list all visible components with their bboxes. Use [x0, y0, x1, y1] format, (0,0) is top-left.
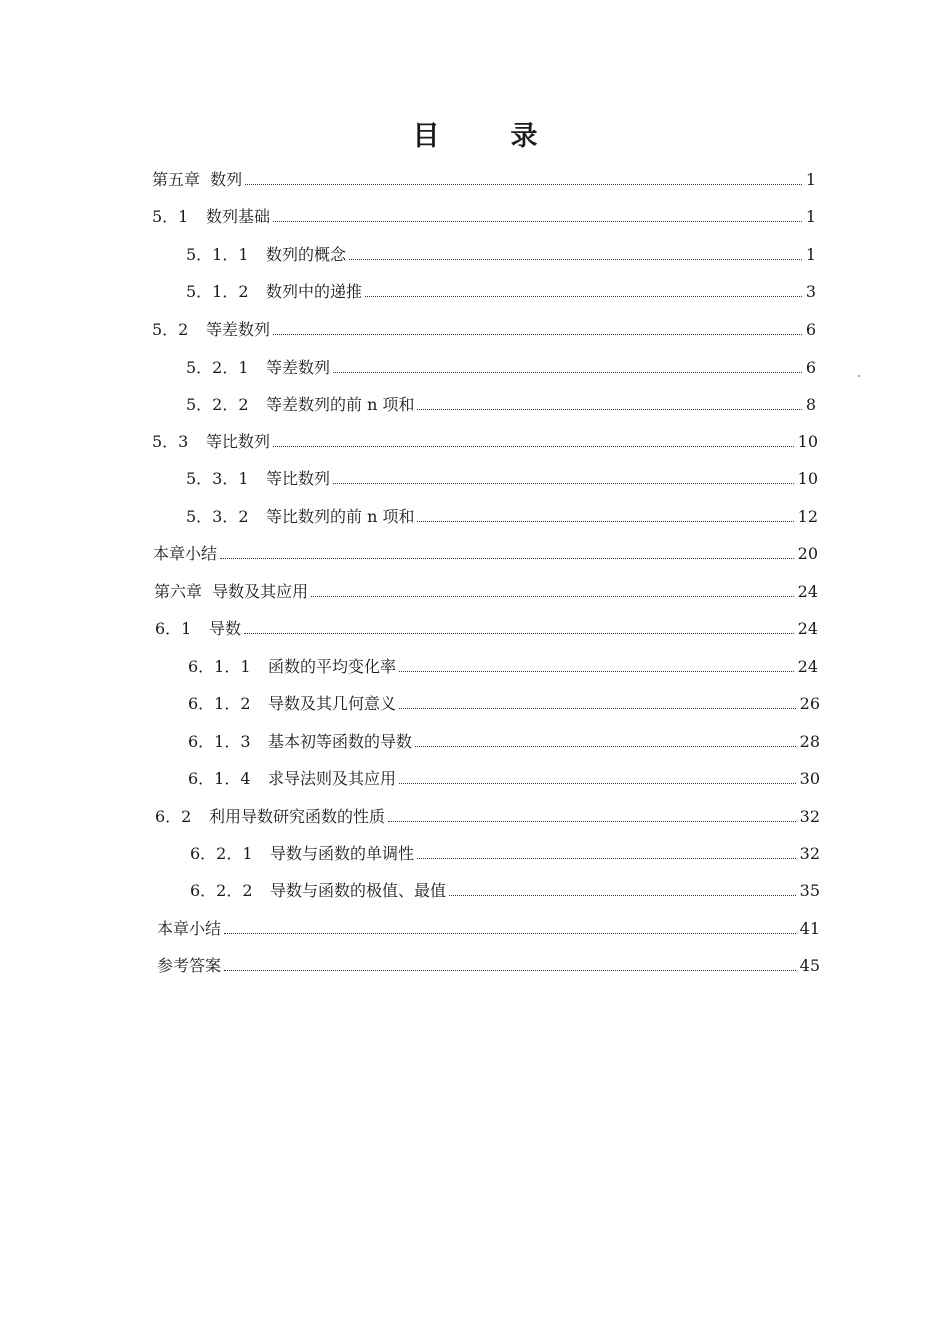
entry-label: 导数与函数的极值、最值 [270, 881, 447, 900]
toc-entry-5-3-1[interactable] [186, 467, 818, 489]
entry-number: 5．2．2 [186, 395, 249, 414]
entry-label: 数列中的递推 [266, 282, 363, 301]
toc-entry-5-2[interactable] [152, 318, 816, 340]
dot-leader [365, 296, 802, 297]
dot-leader [273, 446, 794, 447]
toc-entry-5-3[interactable] [152, 430, 818, 452]
entry-page: 10 [797, 432, 818, 451]
toc-entry-5-1-1[interactable] [186, 243, 816, 265]
dot-leader [415, 746, 796, 747]
entry-label: 函数的平均变化率 [268, 657, 397, 676]
entry-label: 第六章 导数及其应用 [154, 582, 309, 601]
dot-leader [245, 184, 802, 185]
toc-entry-5-1[interactable] [152, 205, 816, 227]
entry-page: 41 [799, 919, 820, 938]
entry-page: 26 [799, 694, 820, 713]
entry-number: 6．2．2 [190, 881, 253, 900]
dot-leader [399, 783, 796, 784]
entry-number: 6．1．1 [188, 657, 251, 676]
entry-page: 1 [805, 245, 816, 264]
entry-page: 6 [805, 320, 816, 339]
toc-entry-summary-5[interactable] [153, 542, 818, 564]
entry-label: 数列的概念 [266, 245, 347, 264]
entry-label: 基本初等函数的导数 [268, 732, 413, 751]
entry-number: 6．1．4 [188, 769, 251, 788]
entry-page: 8 [805, 395, 816, 414]
toc-entry-chapter-5[interactable] [152, 168, 816, 190]
entry-label: 本章小结 [157, 919, 222, 938]
entry-label: 等比数列 [266, 469, 331, 488]
toc-entry-6-1-1[interactable] [188, 655, 818, 677]
dot-leader [244, 633, 794, 634]
dot-leader [417, 858, 796, 859]
dot-leader [417, 521, 793, 522]
dot-leader [349, 259, 802, 260]
dot-leader [273, 221, 802, 222]
entry-number: 6．2．1 [190, 844, 253, 863]
toc-entry-chapter-6[interactable] [154, 580, 818, 602]
dot-leader [388, 821, 796, 822]
toc-entry-5-3-2[interactable] [186, 505, 818, 527]
entry-number: 5．1．2 [186, 282, 249, 301]
entry-label: 利用导数研究函数的性质 [209, 807, 386, 826]
dot-leader [399, 671, 794, 672]
entry-number: 6．1．2 [188, 694, 251, 713]
entry-label: 等差数列 [266, 358, 331, 377]
toc-entry-5-2-1[interactable] [186, 356, 816, 378]
entry-page: 1 [805, 170, 816, 189]
entry-number: 6．1 [155, 619, 192, 638]
entry-label: 导数与函数的单调性 [270, 844, 415, 863]
entry-label: 求导法则及其应用 [268, 769, 397, 788]
dot-leader [333, 483, 794, 484]
entry-page: 32 [799, 844, 820, 863]
toc-entry-6-1-3[interactable] [188, 730, 820, 752]
entry-label: 等比数列的前 n 项和 [266, 507, 415, 526]
entry-label: 导数及其几何意义 [268, 694, 397, 713]
toc-entry-answers[interactable] [157, 954, 820, 976]
dot-leader [333, 372, 802, 373]
entry-page: 32 [799, 807, 820, 826]
entry-page: 24 [797, 619, 818, 638]
entry-number: 6．2 [155, 807, 192, 826]
dot-leader [449, 895, 796, 896]
toc-entry-5-2-2[interactable] [186, 393, 816, 415]
dot-leader [224, 933, 796, 934]
entry-label: 本章小结 [153, 544, 218, 563]
scan-speck [858, 375, 860, 377]
entry-label: 等差数列的前 n 项和 [266, 395, 415, 414]
entry-page: 35 [799, 881, 820, 900]
dot-leader [224, 970, 796, 971]
entry-page: 28 [799, 732, 820, 751]
toc-entry-6-1-2[interactable] [188, 692, 820, 714]
toc-entry-summary-6[interactable] [157, 917, 820, 939]
entry-label: 第五章 数列 [152, 170, 243, 189]
entry-page: 1 [805, 207, 816, 226]
entry-page: 10 [797, 469, 818, 488]
entry-page: 12 [797, 507, 818, 526]
entry-label: 数列基础 [206, 207, 271, 226]
entry-number: 6．1．3 [188, 732, 251, 751]
entry-number: 5．1 [152, 207, 189, 226]
page-title: 目 录 [412, 121, 560, 152]
entry-page: 24 [797, 582, 818, 601]
entry-label: 导数 [209, 619, 242, 638]
entry-label: 等差数列 [206, 320, 271, 339]
toc-entry-6-2-1[interactable] [190, 842, 820, 864]
entry-page: 6 [805, 358, 816, 377]
entry-page: 24 [797, 657, 818, 676]
entry-number: 5．1．1 [186, 245, 249, 264]
dot-leader [417, 409, 801, 410]
toc-entry-6-2-2[interactable] [190, 879, 820, 901]
dot-leader [311, 596, 793, 597]
dot-leader [273, 334, 802, 335]
entry-label: 等比数列 [206, 432, 271, 451]
toc-entry-6-2[interactable] [155, 805, 820, 827]
entry-page: 45 [799, 956, 820, 975]
toc-entry-6-1[interactable] [155, 617, 818, 639]
entry-number: 5．2．1 [186, 358, 249, 377]
dot-leader [399, 708, 796, 709]
entry-page: 30 [799, 769, 820, 788]
toc-entry-6-1-4[interactable] [188, 767, 820, 789]
entry-number: 5．3 [152, 432, 189, 451]
entry-label: 参考答案 [157, 956, 222, 975]
entry-page: 3 [805, 282, 816, 301]
toc-entry-5-1-2[interactable] [186, 280, 816, 302]
entry-number: 5．3．1 [186, 469, 249, 488]
entry-page: 20 [797, 544, 818, 563]
entry-number: 5．3．2 [186, 507, 249, 526]
entry-number: 5．2 [152, 320, 189, 339]
dot-leader [220, 558, 794, 559]
